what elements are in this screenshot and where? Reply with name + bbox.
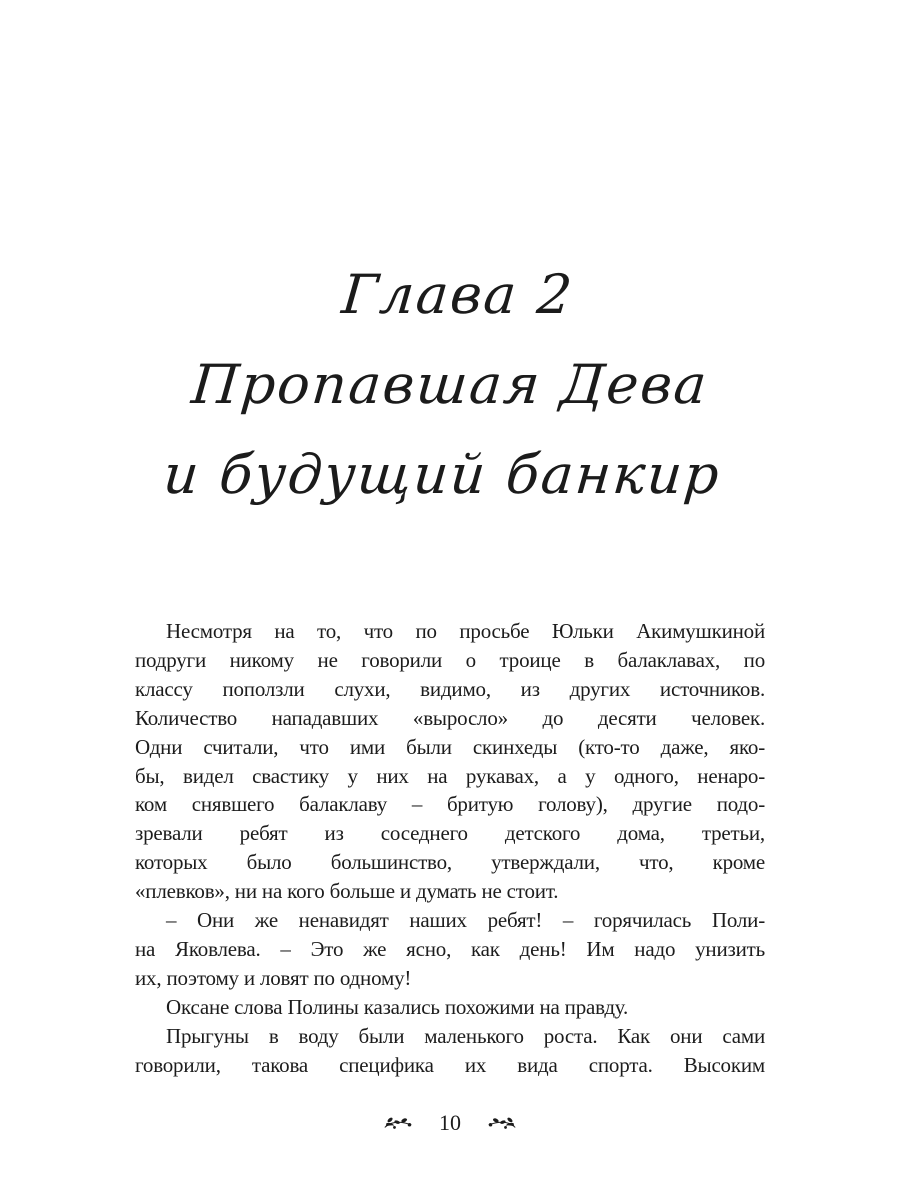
- text-line: их, поэтому и ловят по одному!: [135, 965, 412, 990]
- text-line: Количество нападавших «выросло» до десяти человек.: [135, 705, 765, 730]
- text-line: которых было большинство, утверждали, что, кроме: [135, 850, 765, 875]
- chapter-heading-line-3: и будущий банкир: [160, 443, 724, 506]
- text-line: зревали ребят из соседнего детского дома, третьи,: [135, 821, 765, 846]
- chapter-heading-line-2: Пропавшая Дева: [189, 353, 711, 416]
- text-line: «плевков», ни на кого больше и думать не стоит.: [135, 879, 559, 904]
- text-line: подруги никому не говорили о троице в балаклавах, по: [135, 647, 765, 672]
- text-line: Несмотря на то, что по просьбе Юльки Акимушкиной: [166, 619, 765, 643]
- floral-ornament-left-icon: [383, 1115, 413, 1131]
- paragraph: [135, 993, 765, 1022]
- text-line: бы, видел свастику у них на рукавах, а у одного, ненаро-: [135, 763, 765, 788]
- chapter-heading-line-1: Глава 2: [339, 263, 577, 326]
- page-number: 10: [439, 1110, 461, 1135]
- paragraph: [135, 617, 765, 906]
- text-line: Прыгуны в воду были маленького роста. Как они сами: [166, 1023, 765, 1048]
- text-line: классу поползли слухи, видимо, из других источников.: [135, 676, 765, 701]
- paragraph: [135, 906, 765, 993]
- text-line: ком снявшего балаклаву – бритую голову), другие подо-: [135, 792, 765, 817]
- text-line: на Яковлева. – Это же ясно, как день! Им надо унизить: [135, 936, 765, 961]
- body-text: [135, 617, 765, 1080]
- page-footer: [0, 1110, 900, 1136]
- text-line: Оксане слова Полины казались похожими на правду.: [166, 994, 629, 1019]
- chapter-heading: [0, 250, 900, 520]
- floral-ornament-right-icon: [487, 1115, 517, 1131]
- text-line: Одни считали, что ими были скинхеды (кто-то даже, яко-: [135, 734, 765, 759]
- text-line: говорили, такова специфика их вида спорта. Высоким: [135, 1052, 765, 1077]
- paragraph: [135, 1022, 765, 1080]
- text-line: – Они же ненавидят наших ребят! – горячилась Поли-: [166, 908, 765, 933]
